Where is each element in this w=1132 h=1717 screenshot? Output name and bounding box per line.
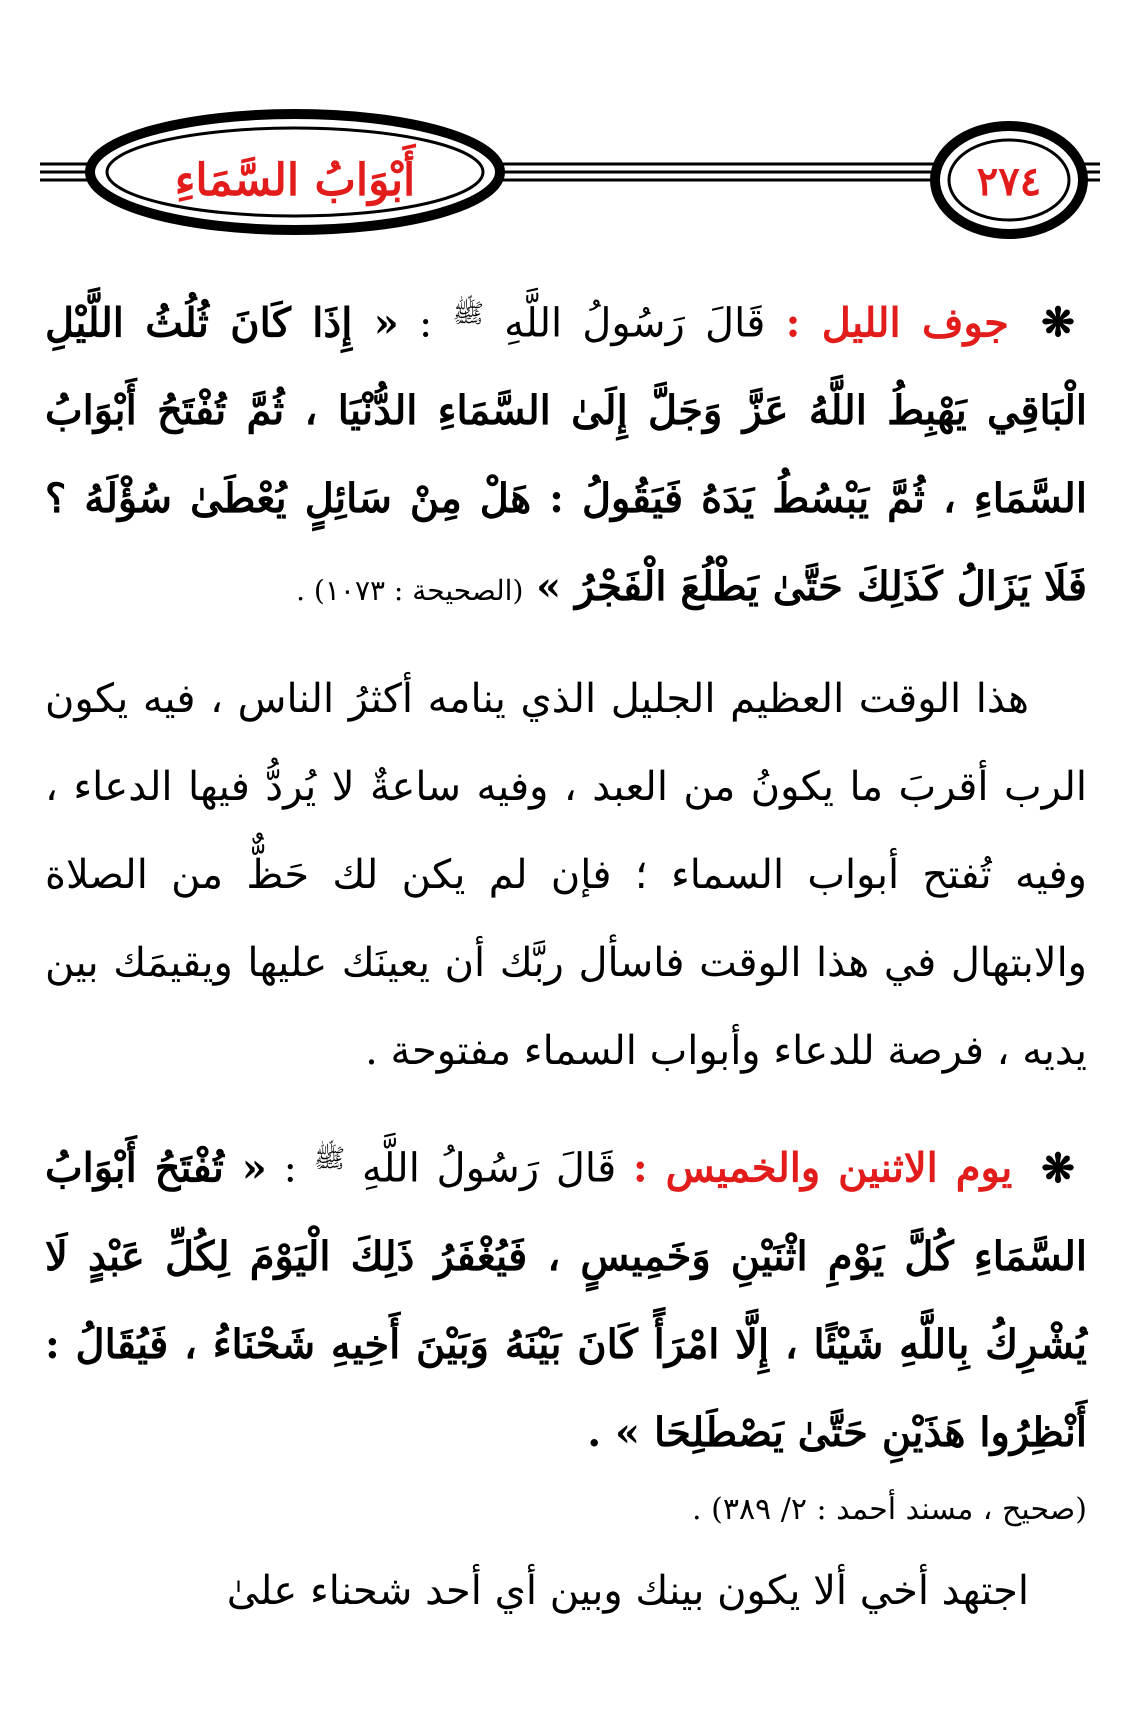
hadith-text: « تُفْتَحُ أَبْوَابُ السَّمَاءِ كُلَّ يَوْمِ اثْنَيْنِ وَخَمِيسٍ ، فَيُغْفَرُ ذَلِكَ الْيَوْمَ لِكُلِّ عَبْدٍ لَا يُشْرِكُ بِاللَّهِ شَيْئًا ، إِلَّا امْرَأً كَانَ بَيْنَهُ وَبَيْنَ أَخِيهِ شَحْنَاءُ ، فَيُقَالُ : أَنْظِرُوا هَذَيْنِ حَتَّىٰ يَصْطَلِحَا » . [45, 1144, 1087, 1456]
hadith-reference: (صحيح ، مسند أحمد : ٢/ ٣٨٩) . [692, 1491, 1087, 1527]
section-heading: جوف الليل : [785, 299, 1009, 347]
intro-colon: : [283, 1145, 297, 1192]
hadith-intro: قَالَ رَسُولُ اللَّهِ [504, 300, 766, 347]
page-body [45, 270, 1087, 1655]
hadith-text: « إِذَا كَانَ ثُلُثُ اللَّيْلِ الْبَاقِي يَهْبِطُ اللَّهُ عَزَّ وَجَلَّ إِلَىٰ السَّمَاءِ الدُّنْيَا ، ثُمَّ تُفْتَحُ أَبْوَابُ السَّمَاءِ ، ثُمَّ يَبْسُطُ يَدَهُ فَيَقُولُ : هَلْ مِنْ سَائِلٍ يُعْطَىٰ سُؤْلَهُ ؟ فَلَا يَزَالُ كَذَلِكَ حَتَّىٰ يَطْلُعَ الْفَجْرُ » [45, 299, 1088, 611]
chapter-title: أَبْوَابُ السَّمَاءِ [174, 154, 416, 206]
intro-colon: : [398, 300, 433, 347]
hadith-reference: (الصحيحة : ١٠٧٣) . [296, 574, 524, 608]
pbuh-honorific-icon: ﷺ [452, 299, 484, 329]
section-late-night [45, 270, 1087, 635]
commentary-paragraph: هذا الوقت العظيم الجليل الذي ينامه أكثرُ الناس ، فيه يكون الرب أقربَ ما يكونُ من العبد ، وفيه ساعةٌ لا يُردُّ فيها الدعاء ، وفيه تُفتح أبواب السماء ؛ فإن لم يكن لك حَظٌّ من الصلاة والابتهال في هذا الوقت فاسأل ربَّك أن يعينَك عليها ويقيمَك بين يديه ، فرصة للدعاء وأبواب السماء مفتوحة . [45, 676, 1087, 1075]
star-ornament-icon: ❋ [1041, 1144, 1075, 1192]
star-ornament-icon: ❋ [1041, 299, 1075, 347]
commentary-paragraph: اجتهد أخي ألا يكون بينك وبين أي أحد شحناء علىٰ [226, 1567, 1029, 1614]
page-header [40, 108, 1100, 258]
pbuh-honorific-icon: ﷺ [313, 1144, 346, 1175]
section-monday-thursday [45, 1115, 1087, 1476]
section-heading: يوم الاثنين والخميس : [632, 1144, 1013, 1192]
hadith-intro: قَالَ رَسُولُ اللَّهِ [361, 1145, 617, 1192]
page-number: ٢٧٤ [976, 157, 1042, 205]
